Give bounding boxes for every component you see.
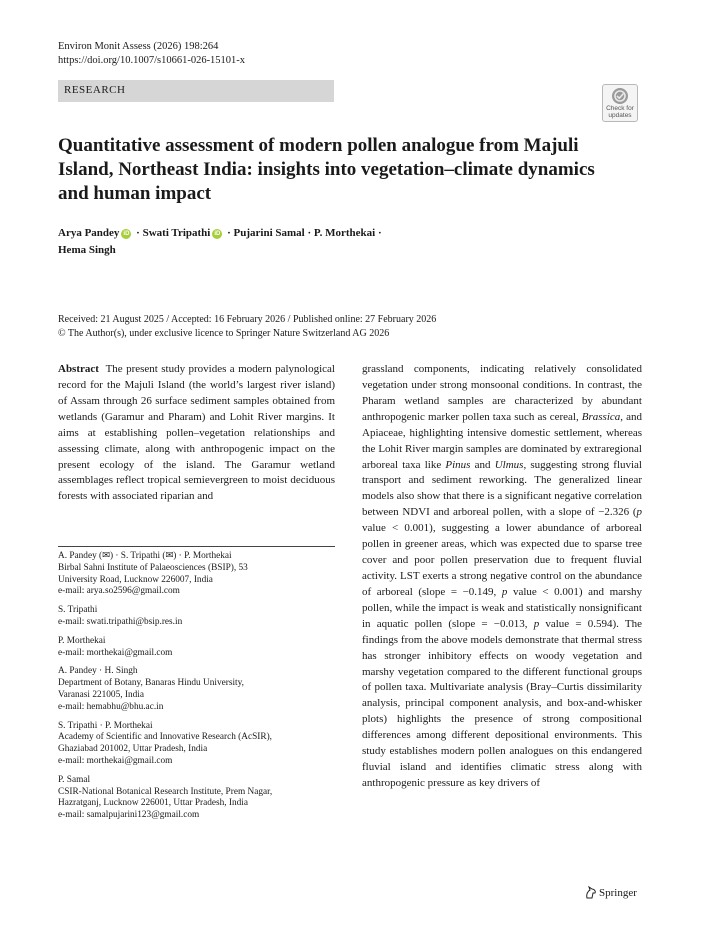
author-separator: · <box>133 227 143 239</box>
affiliation-line: University Road, Lucknow 226007, India <box>58 574 213 585</box>
affiliation-line: A. Pandey · H. Singh <box>58 666 138 677</box>
abstract-text-left: The present study provides a modern palynological record for the Majuli Island (the world’s largest river island) of Assam through 26 surface sediment samples obtained from wetlands (Garamur and Pharam) and Lohit River margins. It aims at establishing pollen–vegetation relationships and assessing climate, along with anthropogenic impact on the present ecology of the island. The Garamur wetland assemblages reflect tropical semievergreen to moist deciduous forests with associated riparian and <box>58 363 335 503</box>
journal-citation: Environ Monit Assess (2026) 198:264 <box>58 41 219 52</box>
affiliation-entry <box>58 775 335 822</box>
check-updates-label: Check for updates <box>606 105 634 119</box>
affiliation-line: Varanasi 221005, India <box>58 689 144 700</box>
abstract-right-column <box>362 362 642 792</box>
affiliation-line: A. Pandey (✉) · S. Tripathi (✉) · P. Morthekai <box>58 551 232 561</box>
article-title: Quantitative assessment of modern pollen analogue from Majuli Island, Northeast India: insights into vegetation–climate dynamics and human impact <box>58 135 595 204</box>
author-list <box>58 225 478 259</box>
affiliation-email[interactable]: e-mail: hemabhu@bhu.ac.in <box>58 701 164 712</box>
publisher-logo <box>585 885 637 900</box>
affiliation-line: CSIR-National Botanical Research Institute, Prem Nagar, <box>58 786 273 797</box>
affiliation-entry <box>58 605 335 629</box>
journal-header <box>58 40 245 68</box>
affiliation-email[interactable]: e-mail: morthekai@gmail.com <box>58 755 173 766</box>
author-separator: · <box>375 227 382 239</box>
affiliation-line: Hazratganj, Lucknow 226001, Uttar Pradesh, India <box>58 798 249 809</box>
affiliation-entry <box>58 666 335 713</box>
affiliation-line: P. Samal <box>58 774 91 785</box>
publication-dates <box>58 313 436 341</box>
affiliation-line: Ghaziabad 201002, Uttar Pradesh, India <box>58 744 208 755</box>
affiliation-email[interactable]: e-mail: morthekai@gmail.com <box>58 647 173 658</box>
affiliation-entry <box>58 636 335 660</box>
affiliation-email[interactable]: e-mail: arya.so2596@gmail.com <box>58 586 180 597</box>
affiliation-line: P. Morthekai <box>58 635 106 646</box>
author-name: P. Morthekai <box>313 227 376 239</box>
affiliation-line: S. Tripathi <box>58 605 98 616</box>
author-name: Pujarini Samal <box>233 227 305 239</box>
affiliations-block <box>58 551 335 829</box>
check-for-updates-badge[interactable] <box>602 84 638 122</box>
author-name: Swati Tripathi <box>142 227 211 239</box>
affiliation-line: Birbal Sahni Institute of Palaeosciences (BSIP), 53 <box>58 562 248 573</box>
affiliations-divider <box>58 546 335 547</box>
orcid-icon[interactable]: iD <box>214 231 221 237</box>
author-separator: · <box>304 227 314 239</box>
author-name: Hema Singh <box>58 244 116 256</box>
affiliation-email[interactable]: e-mail: swati.tripathi@bsip.res.in <box>58 616 183 627</box>
author-separator: · <box>224 227 234 239</box>
orcid-icon[interactable]: iD <box>123 231 130 237</box>
abstract-label: Abstract <box>58 363 99 375</box>
copyright-line: © The Author(s), under exclusive licence to Springer Nature Switzerland AG 2026 <box>58 328 390 339</box>
check-updates-icon <box>611 87 629 105</box>
affiliation-entry <box>58 721 335 768</box>
affiliation-line: S. Tripathi · P. Morthekai <box>58 720 153 731</box>
dates-line: Received: 21 August 2025 / Accepted: 16 February 2026 / Published online: 27 February 2026 <box>58 314 437 325</box>
abstract-left-column <box>58 362 335 505</box>
affiliation-line: Academy of Scientific and Innovative Research (AcSIR), <box>58 732 273 743</box>
affiliation-email[interactable]: e-mail: samalpujarini123@gmail.com <box>58 810 200 821</box>
abstract-text-right: grassland components, indicating relatively consolidated vegetation under strong monsoonal conditions. In contrast, the Pharam wetland samples are characterized by abundant anthropogenic marker pollen taxa such as cereal, Brassica, and Apiaceae, highlighting intensive domestic settlement, whereas the Lohit River margin samples are dominated by extraregional arboreal taxa like Pinus and Ulmus, suggesting strong fluvial transport and sediment reworking. The generalized linear models also show that there is a significant negative correlation between NDVI and arboreal pollen, with a slope of −2.326 (p value < 0.001), suggesting a lower abundance of arboreal pollen in greener areas, which was expected due to sparse tree cover and poor pollen preservation due to frequent fluvial activity. LST exerts a strong negative control on the abundance of arboreal (slope = −0.149, p value < 0.001) and marshy pollen, while the impact is weak and statistically nonsignificant in aquatic pollen (slope = −0.013, p value = 0.594). The findings from the above models demonstrate that thermal stress has stronger inhibitory effects on woody vegetation and marshy vegetation compared to the different functional groups of pollen taxa. Multivariate analysis (Bray–Curtis dissimilarity analysis, principal component analysis, and box-and-whisker plots) highlights the presence of strong compositional differences among different depositional environments. This study establishes modern pollen analogues on this endangered fluvial island and identifies climatic stress along with anthropogenic pressure as key drivers of <box>362 363 642 789</box>
publisher-name: Springer <box>599 887 637 899</box>
springer-horse-icon <box>585 885 597 899</box>
affiliation-line: Department of Botany, Banaras Hindu University, <box>58 678 244 689</box>
doi-link[interactable]: https://doi.org/10.1007/s10661-026-15101-x <box>58 55 246 66</box>
affiliation-entry <box>58 551 335 598</box>
section-label: RESEARCH <box>58 80 334 102</box>
author-name: Arya Pandey <box>58 227 120 239</box>
